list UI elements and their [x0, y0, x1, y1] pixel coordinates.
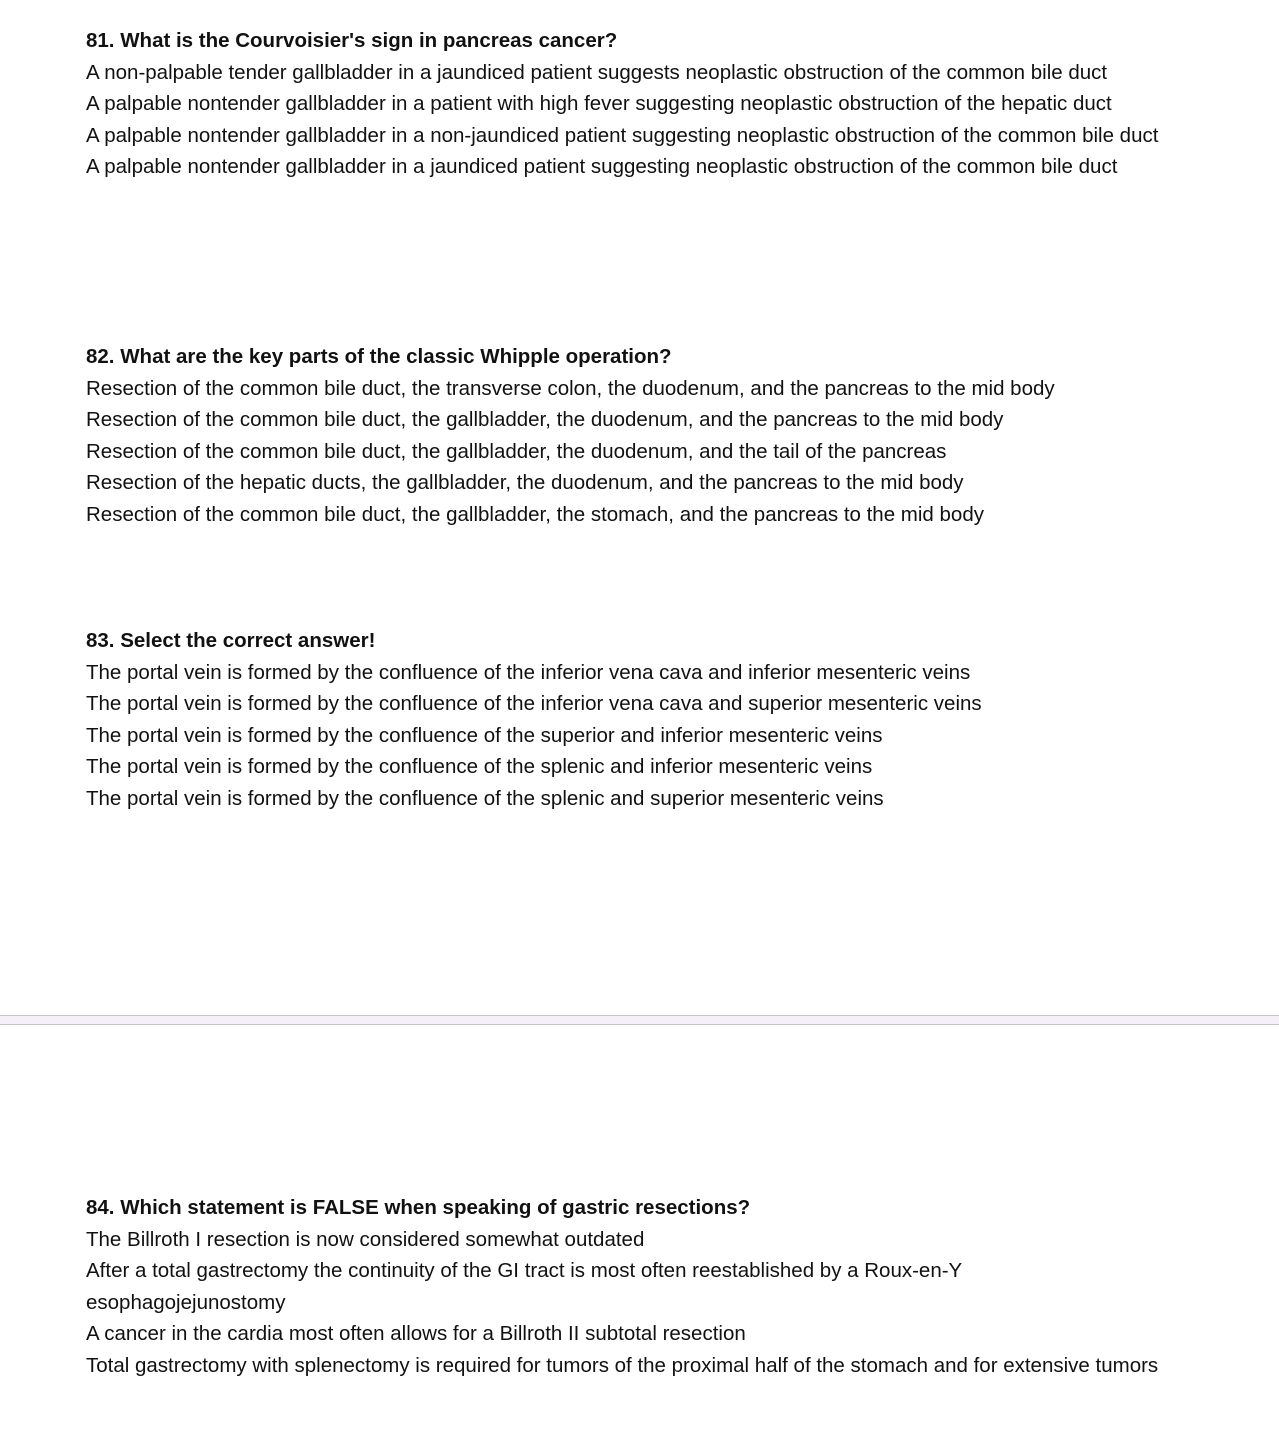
question-84: [86, 1192, 1161, 1381]
answer-option[interactable]: Resection of the common bile duct, the gallbladder, the duodenum, and the tail of the pancreas: [86, 439, 947, 463]
answer-option[interactable]: A palpable nontender gallbladder in a non-jaundiced patient suggesting neoplastic obstruction of the common bile duct: [86, 123, 1159, 147]
answer-option[interactable]: The portal vein is formed by the confluence of the splenic and inferior mesenteric veins: [86, 755, 873, 778]
answer-option[interactable]: The Billroth I resection is now considered somewhat outdated: [86, 1227, 645, 1251]
answer-option[interactable]: A cancer in the cardia most often allows for a Billroth II subtotal resection: [86, 1322, 746, 1345]
question-title: 83. Select the correct answer!: [86, 629, 376, 652]
question-83: [86, 625, 1161, 814]
answer-option[interactable]: The portal vein is formed by the confluence of the inferior vena cava and superior mesenteric veins: [86, 692, 982, 715]
answer-option[interactable]: A palpable nontender gallbladder in a jaundiced patient suggesting neoplastic obstruction of the common bile duct: [86, 155, 1118, 178]
question-title: 81. What is the Courvoisier's sign in pancreas cancer?: [86, 29, 618, 52]
page-divider: [0, 1015, 1279, 1025]
answer-option[interactable]: A palpable nontender gallbladder in a patient with high fever suggesting neoplastic obstruction of the hepatic duct: [86, 92, 1112, 115]
answer-option[interactable]: A non-palpable tender gallbladder in a jaundiced patient suggests neoplastic obstruction of the common bile duct: [86, 60, 1108, 84]
answer-option[interactable]: Resection of the common bile duct, the transverse colon, the duodenum, and the pancreas to the mid body: [86, 376, 1055, 400]
question-81: [86, 25, 1161, 183]
answer-option[interactable]: The portal vein is formed by the confluence of the splenic and superior mesenteric veins: [86, 786, 884, 810]
question-title: 82. What are the key parts of the classic Whipple operation?: [86, 345, 672, 368]
answer-option[interactable]: Total gastrectomy with splenectomy is required for tumors of the proximal half of the stomach and for extensive tumors: [86, 1353, 1159, 1377]
answer-option[interactable]: Resection of the common bile duct, the gallbladder, the duodenum, and the pancreas to the mid body: [86, 408, 1004, 431]
answer-option[interactable]: Resection of the common bile duct, the gallbladder, the stomach, and the pancreas to the mid body: [86, 502, 984, 526]
answer-option[interactable]: The portal vein is formed by the confluence of the superior and inferior mesenteric veins: [86, 723, 883, 747]
question-82: [86, 341, 1161, 530]
answer-option[interactable]: Resection of the hepatic ducts, the gallbladder, the duodenum, and the pancreas to the mid body: [86, 471, 964, 494]
question-title: 84. Which statement is FALSE when speaking of gastric resections?: [86, 1196, 751, 1219]
answer-option[interactable]: After a total gastrectomy the continuity of the GI tract is most often reestablished by a Roux-en-Y esophagojejunostomy: [86, 1259, 962, 1314]
answer-option[interactable]: The portal vein is formed by the confluence of the inferior vena cava and inferior mesenteric veins: [86, 660, 971, 684]
